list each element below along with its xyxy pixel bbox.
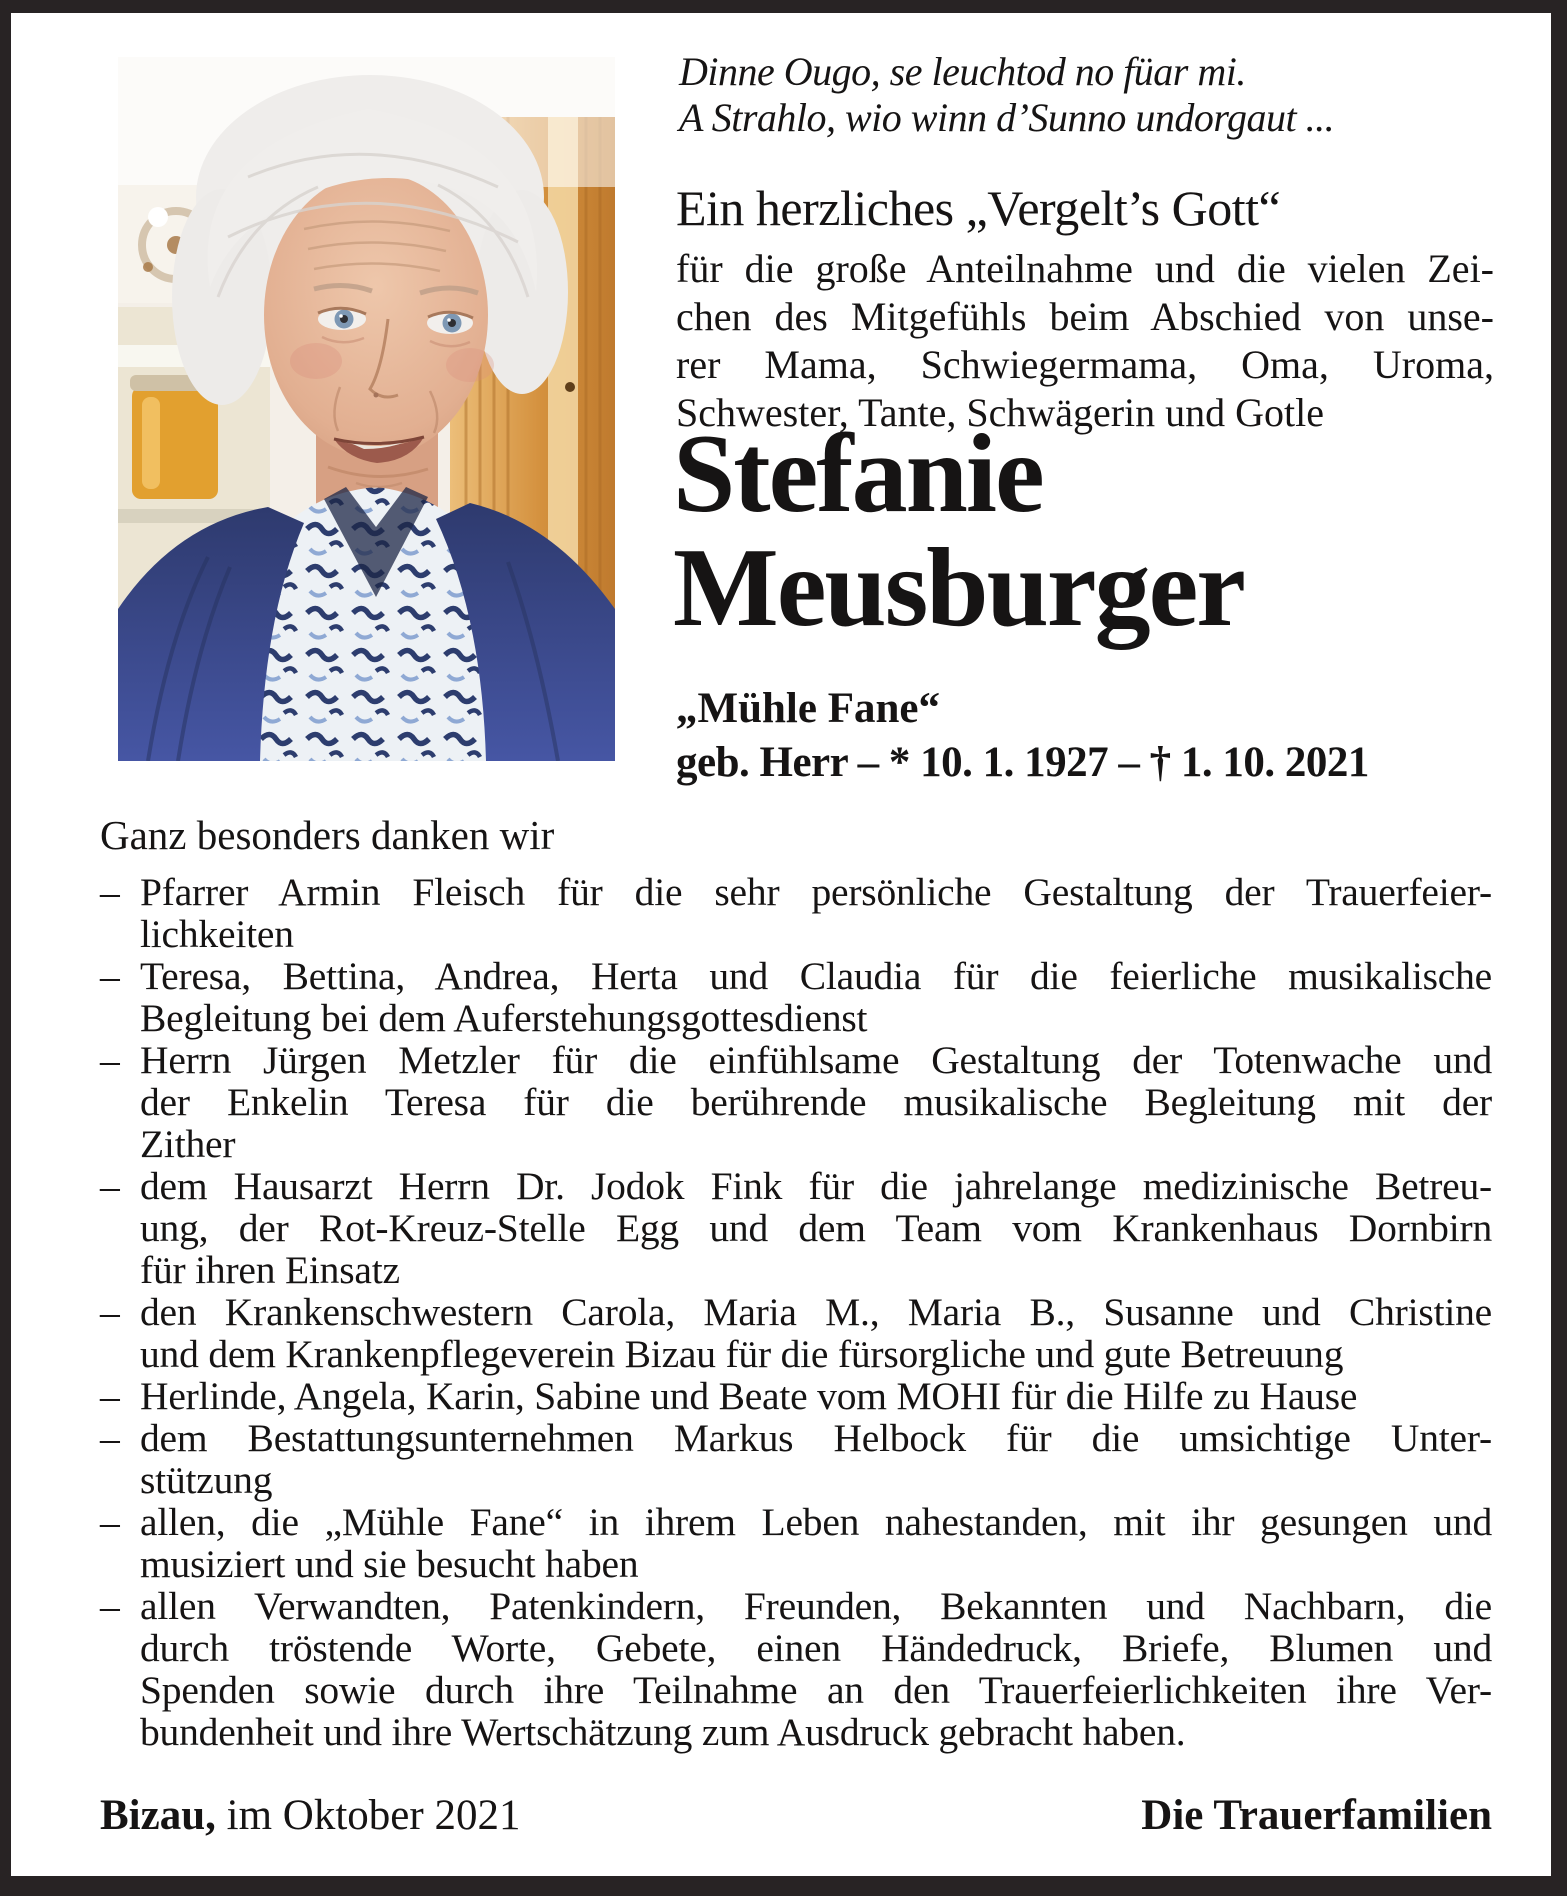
thanks-line: den Krankenschwestern Carola, Maria M., Maria B., Susanne und Christine bbox=[140, 1290, 1492, 1334]
dash-bullet: – bbox=[100, 1164, 120, 1208]
footer-date: im Oktober 2021 bbox=[226, 1792, 521, 1839]
dialect-verse bbox=[679, 49, 1497, 141]
thanks-item-nahestehende bbox=[100, 1501, 1492, 1585]
thanks-line: musiziert und sie besucht haben bbox=[140, 1542, 639, 1586]
thanks-item-text bbox=[140, 1039, 1492, 1165]
thanks-line: Begleitung bei dem Auferstehungsgottesdienst bbox=[140, 996, 868, 1040]
thanks-item-totenwache bbox=[100, 1039, 1492, 1165]
thanks-item-text bbox=[140, 955, 1492, 1039]
footer-signature: Die Trauerfamilien bbox=[1141, 1792, 1492, 1839]
verse-line-2: A Strahlo, wio winn d’Sunno undorgaut ... bbox=[679, 95, 1335, 140]
thanks-line: durch tröstende Worte, Gebete, einen Händedruck, Briefe, Blumen und bbox=[140, 1626, 1492, 1670]
thanks-line: der Enkelin Teresa für die berührende musikalische Begleitung mit der bbox=[140, 1080, 1492, 1124]
thanks-item-bestattung bbox=[100, 1417, 1492, 1501]
ack-par-line: rer Mama, Schwiegermama, Oma, Uroma, bbox=[676, 342, 1494, 387]
thanks-item-hausarzt bbox=[100, 1165, 1492, 1291]
dash-bullet: – bbox=[100, 870, 120, 914]
thanks-line: stützung bbox=[140, 1458, 273, 1502]
thanks-line: Herrn Jürgen Metzler für die einfühlsame Gestaltung der Totenwache und bbox=[140, 1038, 1492, 1082]
thanks-line: für ihren Einsatz bbox=[140, 1248, 400, 1292]
thanks-item-text bbox=[140, 1585, 1492, 1753]
thanks-item-text bbox=[140, 1501, 1492, 1585]
thanks-line: bundenheit und ihre Wertschätzung zum Ausdruck gebracht haben. bbox=[140, 1710, 1186, 1754]
dash-bullet: – bbox=[100, 1500, 120, 1544]
thanks-line: Herlinde, Angela, Karin, Sabine und Beate vom MOHI für die Hilfe zu Hause bbox=[140, 1374, 1358, 1418]
verse-line-1: Dinne Ougo, se leuchtod no füar mi. bbox=[679, 49, 1246, 94]
thanks-intro: Ganz besonders danken wir bbox=[100, 812, 555, 858]
portrait-photo bbox=[118, 57, 615, 761]
thanks-line: ung, der Rot-Kreuz-Stelle Egg und dem Team vom Krankenhaus Dornbirn bbox=[140, 1206, 1492, 1250]
thanks-list bbox=[100, 871, 1492, 1753]
thanks-line: dem Hausarzt Herrn Dr. Jodok Fink für die jahrelange medizinische Betreu- bbox=[140, 1164, 1492, 1208]
thanks-item-musik bbox=[100, 955, 1492, 1039]
house-name: „Mühle Fane“ bbox=[676, 685, 940, 732]
dash-bullet: – bbox=[100, 954, 120, 998]
thanks-item-text bbox=[140, 1375, 1492, 1417]
thanks-line: dem Bestattungsunternehmen Markus Helbock für die umsichtige Unter- bbox=[140, 1416, 1492, 1460]
dash-bullet: – bbox=[100, 1290, 120, 1334]
thanks-line: allen, die „Mühle Fane“ in ihrem Leben nahestanden, mit ihr gesungen und bbox=[140, 1500, 1492, 1544]
thanks-item-pfarrer bbox=[100, 871, 1492, 955]
footer-place: Bizau, bbox=[100, 1792, 216, 1839]
thanks-item-verwandte bbox=[100, 1585, 1492, 1753]
footer-place-date bbox=[100, 1791, 520, 1841]
dash-bullet: – bbox=[100, 1584, 120, 1628]
thanks-line: Spenden sowie durch ihre Teilnahme an den Trauerfeierlichkeiten ihre Ver- bbox=[140, 1668, 1492, 1712]
thanks-item-text bbox=[140, 1417, 1492, 1501]
thanks-item-mohi bbox=[100, 1375, 1492, 1417]
acknowledgement-heading: Ein herzliches „Vergelt’s Gott“ bbox=[676, 180, 1281, 236]
deceased-first-name: Stefanie bbox=[673, 412, 1043, 536]
thanks-line: lichkeiten bbox=[140, 912, 294, 956]
thanks-item-text bbox=[140, 1165, 1492, 1291]
acknowledgement-paragraph bbox=[676, 245, 1494, 437]
thanks-item-text bbox=[140, 871, 1492, 955]
dash-bullet: – bbox=[100, 1416, 120, 1460]
life-dates: geb. Herr – * 10. 1. 1927 – † 1. 10. 2021 bbox=[676, 739, 1369, 786]
dash-bullet: – bbox=[100, 1038, 120, 1082]
portrait-photo-art bbox=[118, 57, 615, 761]
obituary-sheet bbox=[11, 13, 1551, 1876]
ack-par-line: für die große Anteilnahme und die vielen Zei- bbox=[676, 246, 1494, 291]
thanks-line: allen Verwandten, Patenkindern, Freunden, Bekannten und Nachbarn, die bbox=[140, 1584, 1492, 1628]
dash-bullet: – bbox=[100, 1374, 120, 1418]
ack-par-line: Schwester, Tante, Schwägerin und Gotle bbox=[676, 390, 1325, 435]
thanks-line: Teresa, Bettina, Andrea, Herta und Claudia für die feierliche musikalische bbox=[140, 954, 1492, 998]
thanks-line: Pfarrer Armin Fleisch für die sehr persönliche Gestaltung der Trauerfeier- bbox=[140, 870, 1492, 914]
thanks-line: und dem Krankenpflegeverein Bizau für die fürsorgliche und gute Betreuung bbox=[140, 1332, 1344, 1376]
ack-par-line: chen des Mitgefühls beim Abschied von unse- bbox=[676, 294, 1494, 339]
footer bbox=[100, 1791, 1492, 1841]
deceased-last-name: Meusburger bbox=[673, 526, 1245, 650]
thanks-item-krankenschwestern bbox=[100, 1291, 1492, 1375]
thanks-item-text bbox=[140, 1291, 1492, 1375]
thanks-line: Zither bbox=[140, 1122, 236, 1166]
